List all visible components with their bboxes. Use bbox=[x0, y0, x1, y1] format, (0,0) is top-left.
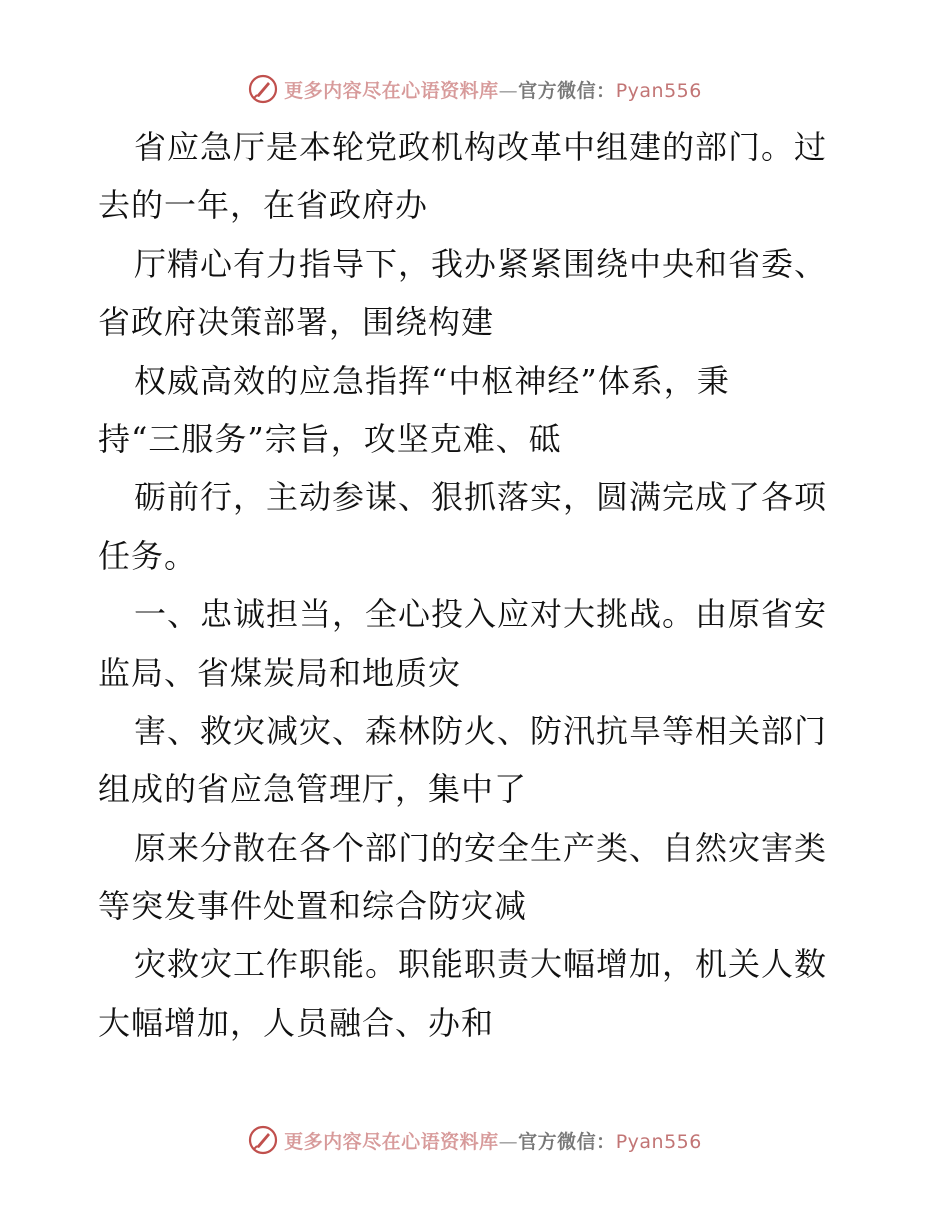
body-line: 一、忠诚担当，全心投入应对大挑战。由原省安 bbox=[134, 595, 828, 634]
body-line: 灾救灾工作职能。职能职责大幅增加，机关人数 bbox=[134, 945, 828, 984]
body-line: 省应急厅是本轮党政机构改革中组建的部门。过 bbox=[134, 128, 828, 166]
body-line: 害、救灾减灾、森林防火、防汛抗旱等相关部门 bbox=[134, 711, 828, 750]
body-line: 监局、省煤炭局和地质灾 bbox=[98, 653, 462, 692]
watermark-tail-text: 官方微信： bbox=[518, 79, 616, 102]
body-line: 组成的省应急管理厅，集中了 bbox=[98, 770, 528, 809]
quill-logo-icon bbox=[248, 74, 278, 104]
body-line: 省政府决策部署，围绕构建 bbox=[98, 303, 495, 342]
footer-watermark bbox=[0, 1123, 950, 1157]
document-body bbox=[98, 118, 868, 1052]
body-line: 等突发事件处置和综合防灾减 bbox=[98, 887, 528, 926]
watermark-main-text: 更多内容尽在心语资料库 bbox=[284, 1130, 499, 1153]
body-line: 原来分散在各个部门的安全生产类、自然灾害类 bbox=[134, 828, 828, 867]
body-line: 持“三服务”宗旨，攻坚克难、砥 bbox=[98, 419, 562, 458]
body-line: 权威高效的应急指挥“中枢神经”体系，秉 bbox=[134, 361, 730, 400]
body-line: 去的一年，在省政府办 bbox=[98, 186, 429, 225]
watermark-tail-text: 官方微信： bbox=[518, 1130, 616, 1153]
watermark-dash: — bbox=[498, 79, 519, 102]
header-watermark bbox=[0, 72, 950, 106]
watermark-wechat-id: Pyan556 bbox=[615, 1130, 702, 1153]
quill-logo-icon bbox=[248, 1125, 278, 1155]
watermark-main-text: 更多内容尽在心语资料库 bbox=[284, 79, 499, 102]
body-line: 大幅增加，人员融合、办和 bbox=[98, 1003, 495, 1042]
body-line: 任务。 bbox=[98, 536, 198, 575]
watermark-dash: — bbox=[498, 1130, 519, 1153]
watermark-wechat-id: Pyan556 bbox=[615, 79, 702, 102]
body-line: 砺前行，主动参谋、狠抓落实，圆满完成了各项 bbox=[134, 478, 828, 517]
body-line: 厅精心有力指导下，我办紧紧围绕中央和省委、 bbox=[134, 244, 828, 283]
